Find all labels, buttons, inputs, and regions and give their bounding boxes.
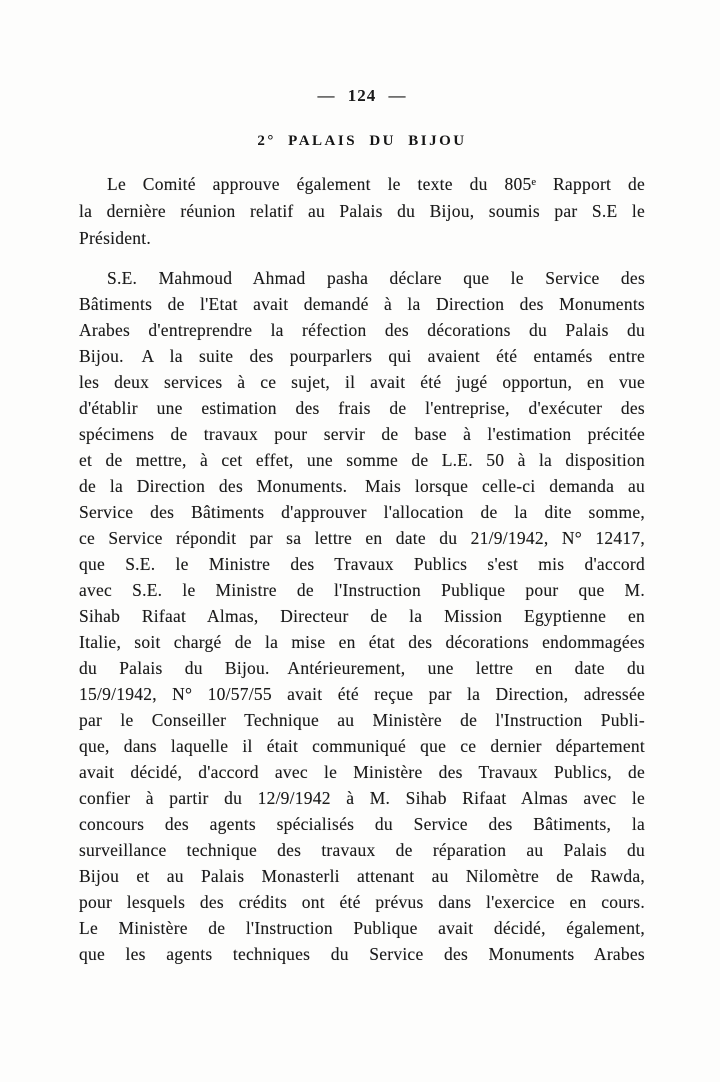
text-line: la dernière réunion relatif au Palais du Bijou, soumis par S.E le: [79, 201, 645, 221]
text-line: concours des agents spécialisés du Service des Bâtiments, la: [79, 814, 645, 834]
text-line: Service des Bâtiments d'approuver l'allocation de la dite somme,: [79, 502, 645, 522]
text-line: Bijou. A la suite des pourparlers qui avaient été entamés entre: [79, 346, 645, 366]
text-line: Arabes d'entreprendre la réfection des décorations du Palais du: [79, 320, 645, 340]
section-heading: 2° PALAIS DU BIJOU: [257, 133, 467, 149]
text-line: ce Service répondit par sa lettre en date du 21/9/1942, N° 12417,: [79, 528, 645, 548]
text-line: avait décidé, d'accord avec le Ministère des Travaux Publics, de: [79, 762, 645, 782]
text-line: 15/9/1942, N° 10/57/55 avait été reçue par la Direction, adressée: [79, 684, 645, 704]
text-line: de la Direction des Monuments. Mais lorsque celle-ci demanda au: [79, 476, 645, 496]
text-line: et de mettre, à cet effet, une somme de L.E. 50 à la disposition: [79, 450, 645, 470]
page-number: — 124 —: [317, 86, 407, 105]
paragraph-main: [79, 265, 645, 967]
text-line: les deux services à ce sujet, il avait été jugé opportun, en vue: [79, 372, 645, 392]
text-line: Le Ministère de l'Instruction Publique avait décidé, également,: [79, 918, 645, 938]
text-line: d'établir une estimation des frais de l'entreprise, d'exécuter des: [79, 398, 645, 418]
text-line: Bijou et au Palais Monasterli attenant au Nilomètre de Rawda,: [79, 866, 645, 886]
text-line: avec S.E. le Ministre de l'Instruction Publique pour que M.: [79, 580, 645, 600]
text-line: Bâtiments de l'Etat avait demandé à la Direction des Monuments: [79, 294, 645, 314]
text-line: pour lesquels des crédits ont été prévus dans l'exercice en cours.: [79, 892, 645, 912]
text-line: que les agents techniques du Service des Monuments Arabes: [79, 944, 645, 964]
text-line: que, dans laquelle il était communiqué que ce dernier département: [79, 736, 645, 756]
text-line: surveillance technique des travaux de réparation au Palais du: [79, 840, 645, 860]
text-line: par le Conseiller Technique au Ministère de l'Instruction Publi-: [79, 710, 645, 730]
text-line: S.E. Mahmoud Ahmad pasha déclare que le Service des: [107, 268, 645, 288]
text-line: Président.: [79, 228, 152, 248]
text-line: Sihab Rifaat Almas, Directeur de la Mission Egyptienne en: [79, 606, 645, 626]
text-line: du Palais du Bijou. Antérieurement, une lettre en date du: [79, 658, 645, 678]
text-line: Le Comité approuve également le texte du 805ᵉ Rapport de: [107, 174, 645, 194]
text-line: Italie, soit chargé de la mise en état des décorations endommagées: [79, 632, 645, 652]
text-line: spécimens de travaux pour servir de base à l'estimation précitée: [79, 424, 645, 444]
paragraph-intro: [79, 171, 645, 252]
text-line: confier à partir du 12/9/1942 à M. Sihab Rifaat Almas avec le: [79, 788, 645, 808]
text-line: que S.E. le Ministre des Travaux Publics s'est mis d'accord: [79, 554, 645, 574]
